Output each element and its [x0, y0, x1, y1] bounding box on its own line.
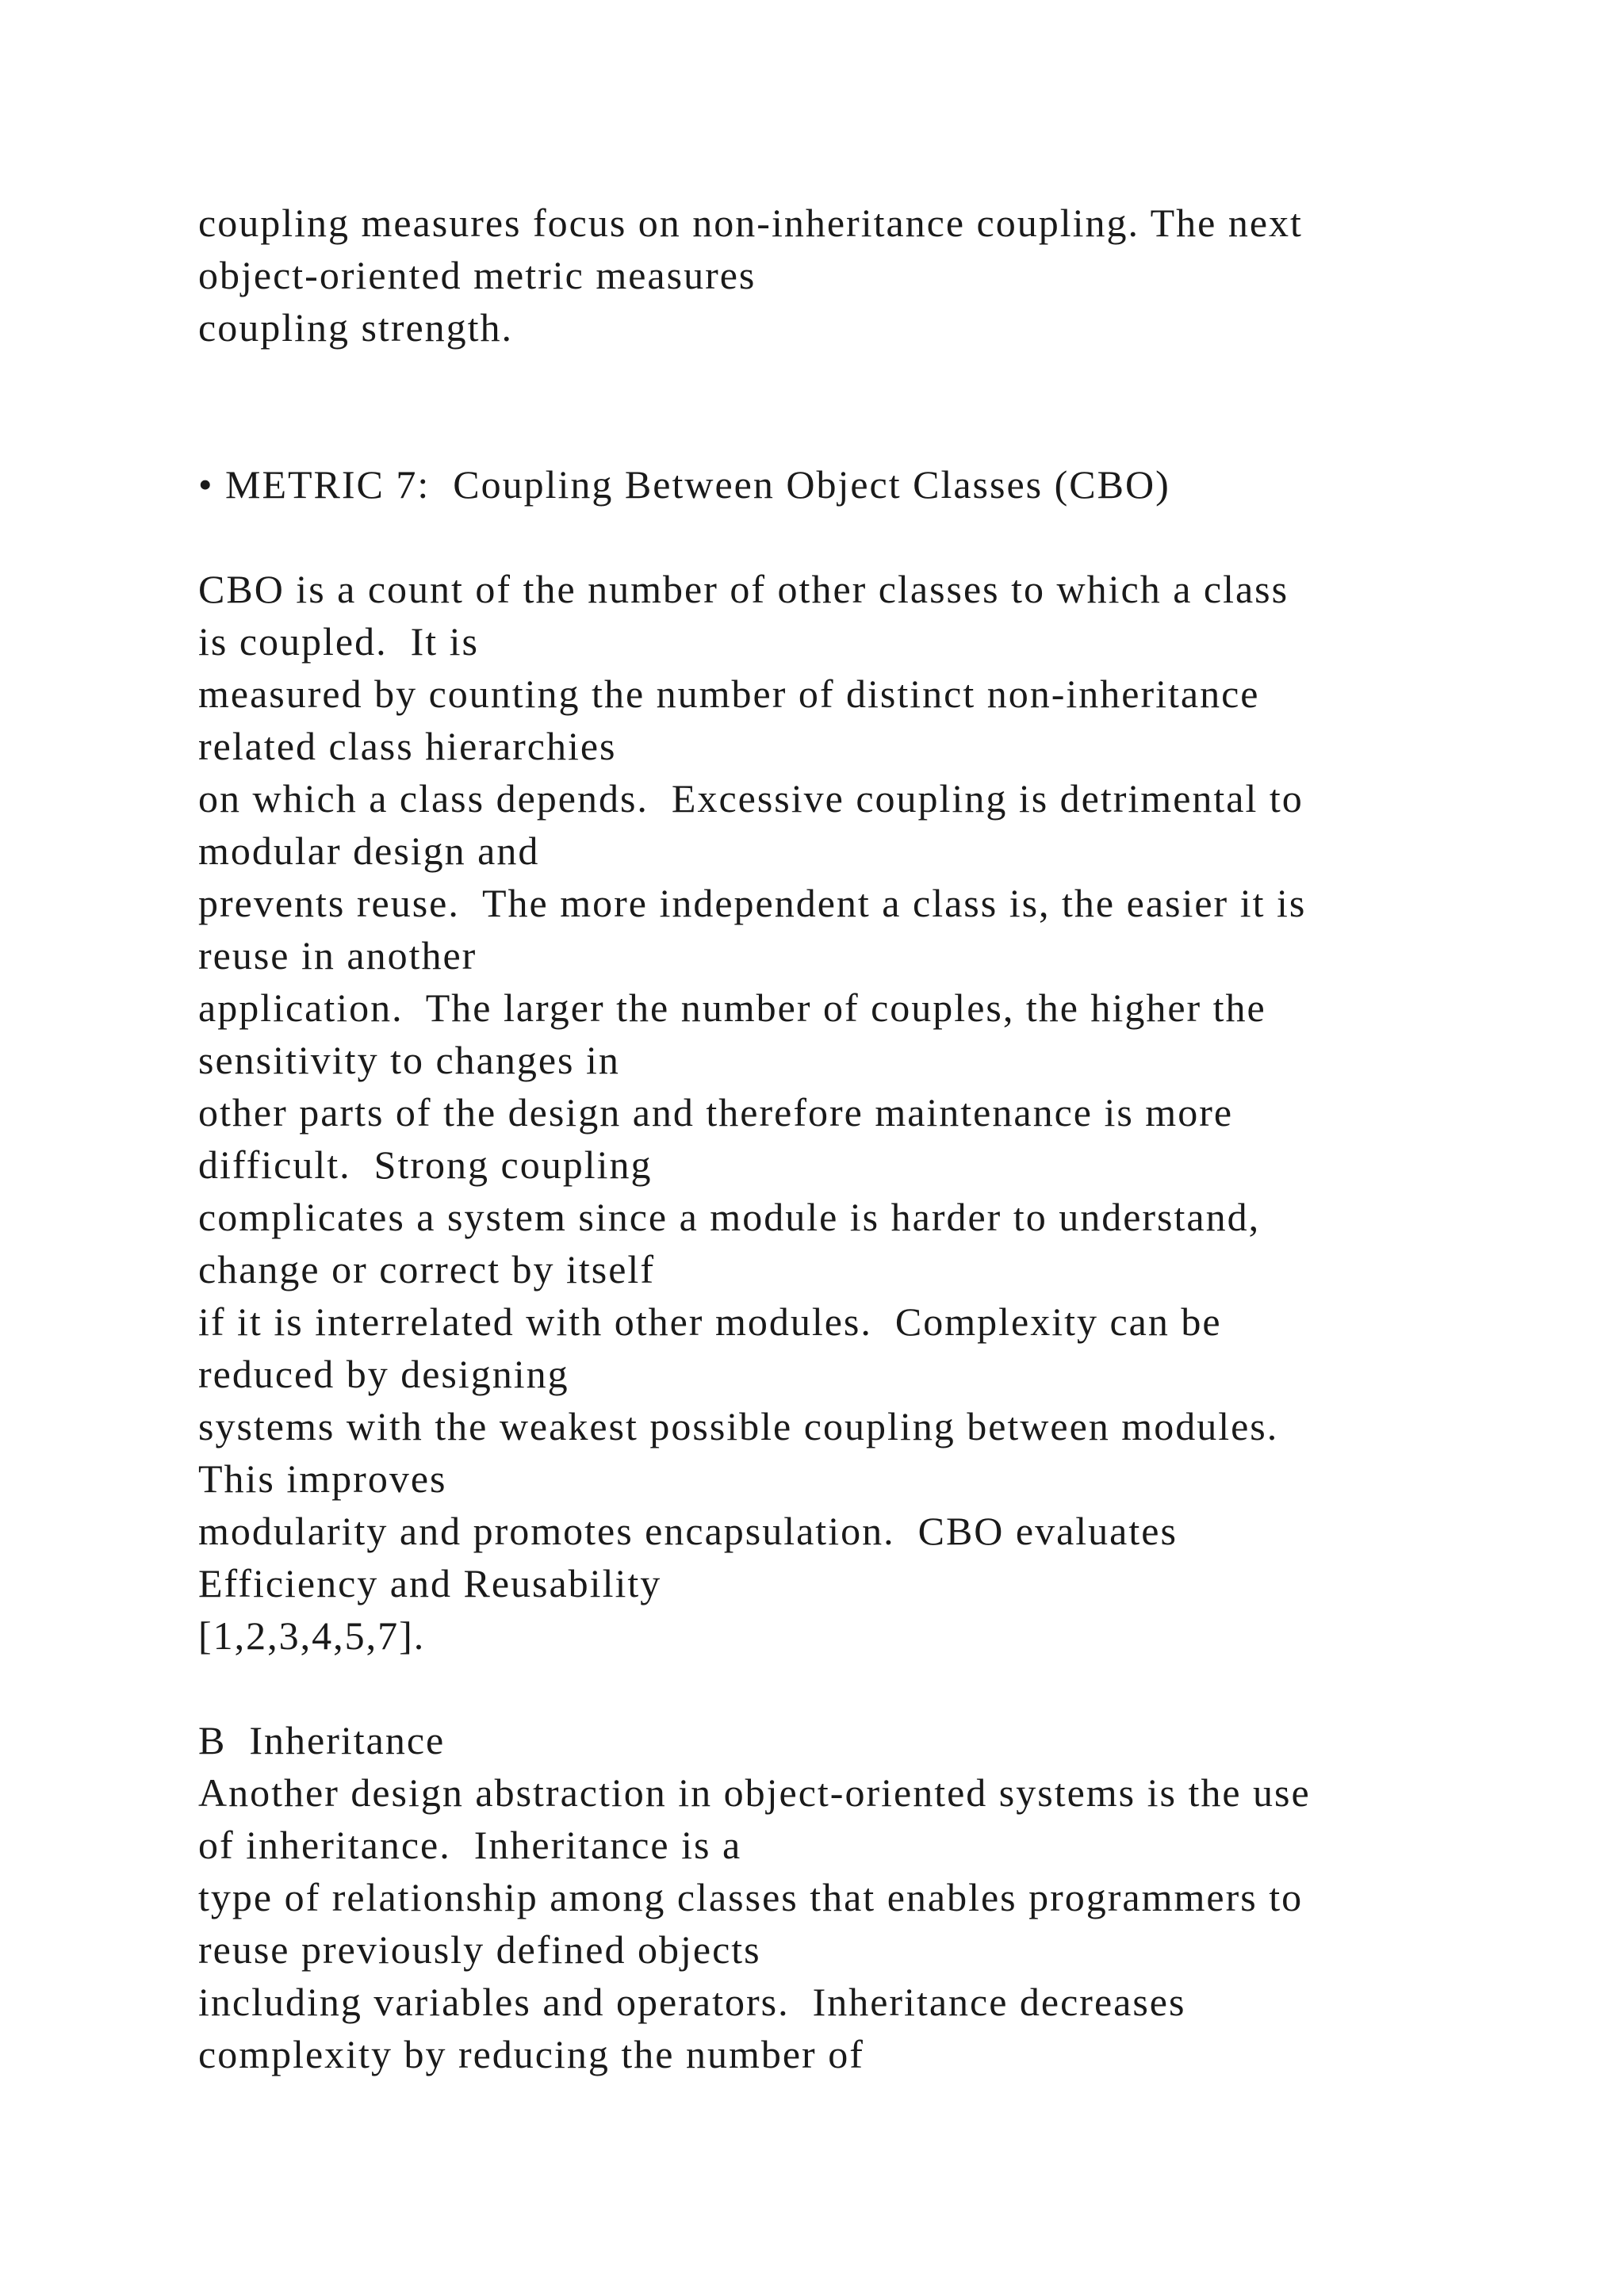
text-line: modular design and	[198, 828, 540, 873]
text-line: Another design abstraction in object-oriented systems is the use	[198, 1770, 1311, 1815]
cbo-paragraph	[198, 563, 1610, 1662]
text-line: including variables and operators. Inheritance decreases	[198, 1980, 1186, 2024]
text-line: other parts of the design and therefore maintenance is more	[198, 1090, 1234, 1135]
inheritance-paragraph	[198, 1766, 1610, 2080]
text-line: This improves	[198, 1456, 447, 1501]
text-line: prevents reuse. The more independent a class is, the easier it is	[198, 881, 1307, 925]
text-line: CBO is a count of the number of other classes to which a class	[198, 567, 1289, 611]
text-line: complicates a system since a module is harder to understand,	[198, 1195, 1261, 1239]
paragraph-gap	[198, 1662, 1610, 1714]
paragraph-gap	[198, 511, 1610, 563]
text-line: difficult. Strong coupling	[198, 1142, 653, 1187]
text-line: application. The larger the number of couples, the higher the	[198, 985, 1266, 1030]
text-line: measured by counting the number of distinct non-inheritance	[198, 672, 1260, 716]
text-line: complexity by reducing the number of	[198, 2032, 864, 2076]
text-line: reuse in another	[198, 933, 477, 978]
text-line: related class hierarchies	[198, 724, 617, 768]
text-line: object-oriented metric measures	[198, 253, 756, 297]
text-line: reuse previously defined objects	[198, 1927, 761, 1972]
text-line: coupling measures focus on non-inheritance coupling. The next	[198, 201, 1303, 245]
document-body	[198, 197, 1610, 2080]
intro-paragraph	[198, 197, 1610, 354]
text-line: of inheritance. Inheritance is a	[198, 1823, 742, 1867]
text-line: change or correct by itself	[198, 1247, 655, 1292]
text-line: type of relationship among classes that enables programmers to	[198, 1875, 1304, 1919]
text-line: coupling strength.	[198, 305, 514, 350]
metric-heading: • METRIC 7: Coupling Between Object Classes (CBO)	[198, 462, 1170, 507]
text-line: sensitivity to changes in	[198, 1038, 620, 1082]
text-line: is coupled. It is	[198, 619, 480, 664]
text-line: modularity and promotes encapsulation. CBO evaluates	[198, 1509, 1178, 1553]
text-line: reduced by designing	[198, 1352, 569, 1396]
text-line: [1,2,3,4,5,7].	[198, 1613, 426, 1658]
text-line: if it is interrelated with other modules. Complexity can be	[198, 1299, 1222, 1344]
text-line: on which a class depends. Excessive coupling is detrimental to	[198, 776, 1304, 821]
text-line: Efficiency and Reusability	[198, 1561, 662, 1605]
text-line: systems with the weakest possible coupling between modules.	[198, 1404, 1279, 1448]
section-heading: B Inheritance	[198, 1718, 446, 1762]
paragraph-gap	[198, 354, 1610, 458]
